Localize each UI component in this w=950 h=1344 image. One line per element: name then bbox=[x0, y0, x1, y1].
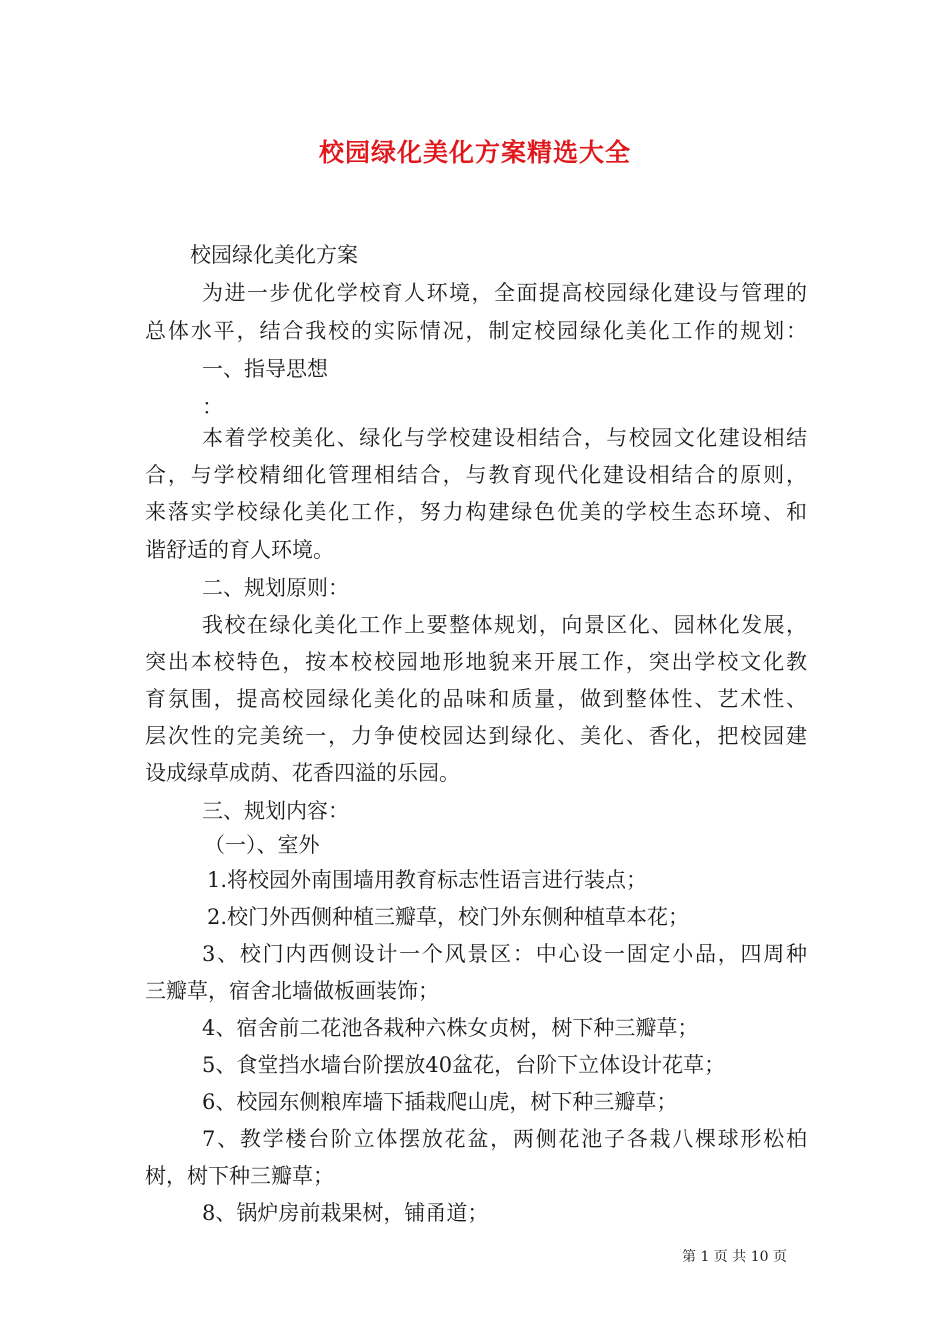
list-item: 5、食堂挡水墙台阶摆放40盆花，台阶下立体设计花草； bbox=[202, 1053, 726, 1077]
section-heading: 一、指导思想 bbox=[202, 357, 328, 381]
paragraph-line: 设成绿草成荫、花香四溢的乐园。 bbox=[145, 761, 460, 785]
list-item: 树，树下种三瓣草； bbox=[145, 1164, 334, 1188]
paragraph-line: 突出本校特色，按本校校园地形地貌来开展工作，突出学校文化教 bbox=[145, 650, 807, 674]
list-item: 3、校门内西侧设计一个风景区：中心设一固定小品，四周种 bbox=[202, 942, 807, 966]
paragraph-line: ： bbox=[202, 395, 223, 419]
page-number: 第 1 页 共 10 页 bbox=[682, 1249, 787, 1265]
list-item: 6、校园东侧粮库墙下插栽爬山虎，树下种三瓣草； bbox=[202, 1090, 678, 1114]
list-item: 7、教学楼台阶立体摆放花盆，两侧花池子各栽八棵球形松柏 bbox=[202, 1127, 807, 1151]
list-item: 8、锅炉房前栽果树，铺甬道； bbox=[202, 1201, 489, 1225]
paragraph-line: 总体水平，结合我校的实际情况，制定校园绿化美化工作的规划： bbox=[145, 319, 807, 343]
paragraph-line: 我校在绿化美化工作上要整体规划，向景区化、园林化发展， bbox=[202, 613, 807, 637]
document-title: 校园绿化美化方案精选大全 bbox=[318, 138, 631, 167]
section-heading: 二、规划原则： bbox=[202, 576, 349, 600]
list-item: 1.将校园外南围墙用教育标志性语言进行装点； bbox=[207, 868, 648, 892]
list-item: 三瓣草，宿舍北墙做板画装饰； bbox=[145, 979, 439, 1003]
list-item: 2.校门外西侧种植三瓣草，校门外东侧种植草本花； bbox=[207, 905, 690, 929]
paragraph-line: 层次性的完美统一，力争使校园达到绿化、美化、香化，把校园建 bbox=[145, 724, 807, 748]
section-heading: 三、规划内容： bbox=[202, 799, 349, 823]
paragraph-line: 本着学校美化、绿化与学校建设相结合，与校园文化建设相结 bbox=[202, 426, 807, 450]
subsection-heading: （一）、室外 bbox=[204, 833, 320, 857]
paragraph-line: 合，与学校精细化管理相结合，与教育现代化建设相结合的原则， bbox=[145, 463, 807, 487]
section-heading: 校园绿化美化方案 bbox=[190, 243, 358, 267]
paragraph-line: 来落实学校绿化美化工作，努力构建绿色优美的学校生态环境、和 bbox=[145, 500, 807, 524]
paragraph-line: 谐舒适的育人环境。 bbox=[145, 538, 334, 562]
paragraph-line: 为进一步优化学校育人环境，全面提高校园绿化建设与管理的 bbox=[202, 281, 807, 305]
list-item: 4、宿舍前二花池各栽种六株女贞树，树下种三瓣草； bbox=[202, 1016, 699, 1040]
paragraph-line: 育氛围，提高校园绿化美化的品味和质量，做到整体性、艺术性、 bbox=[145, 687, 807, 711]
